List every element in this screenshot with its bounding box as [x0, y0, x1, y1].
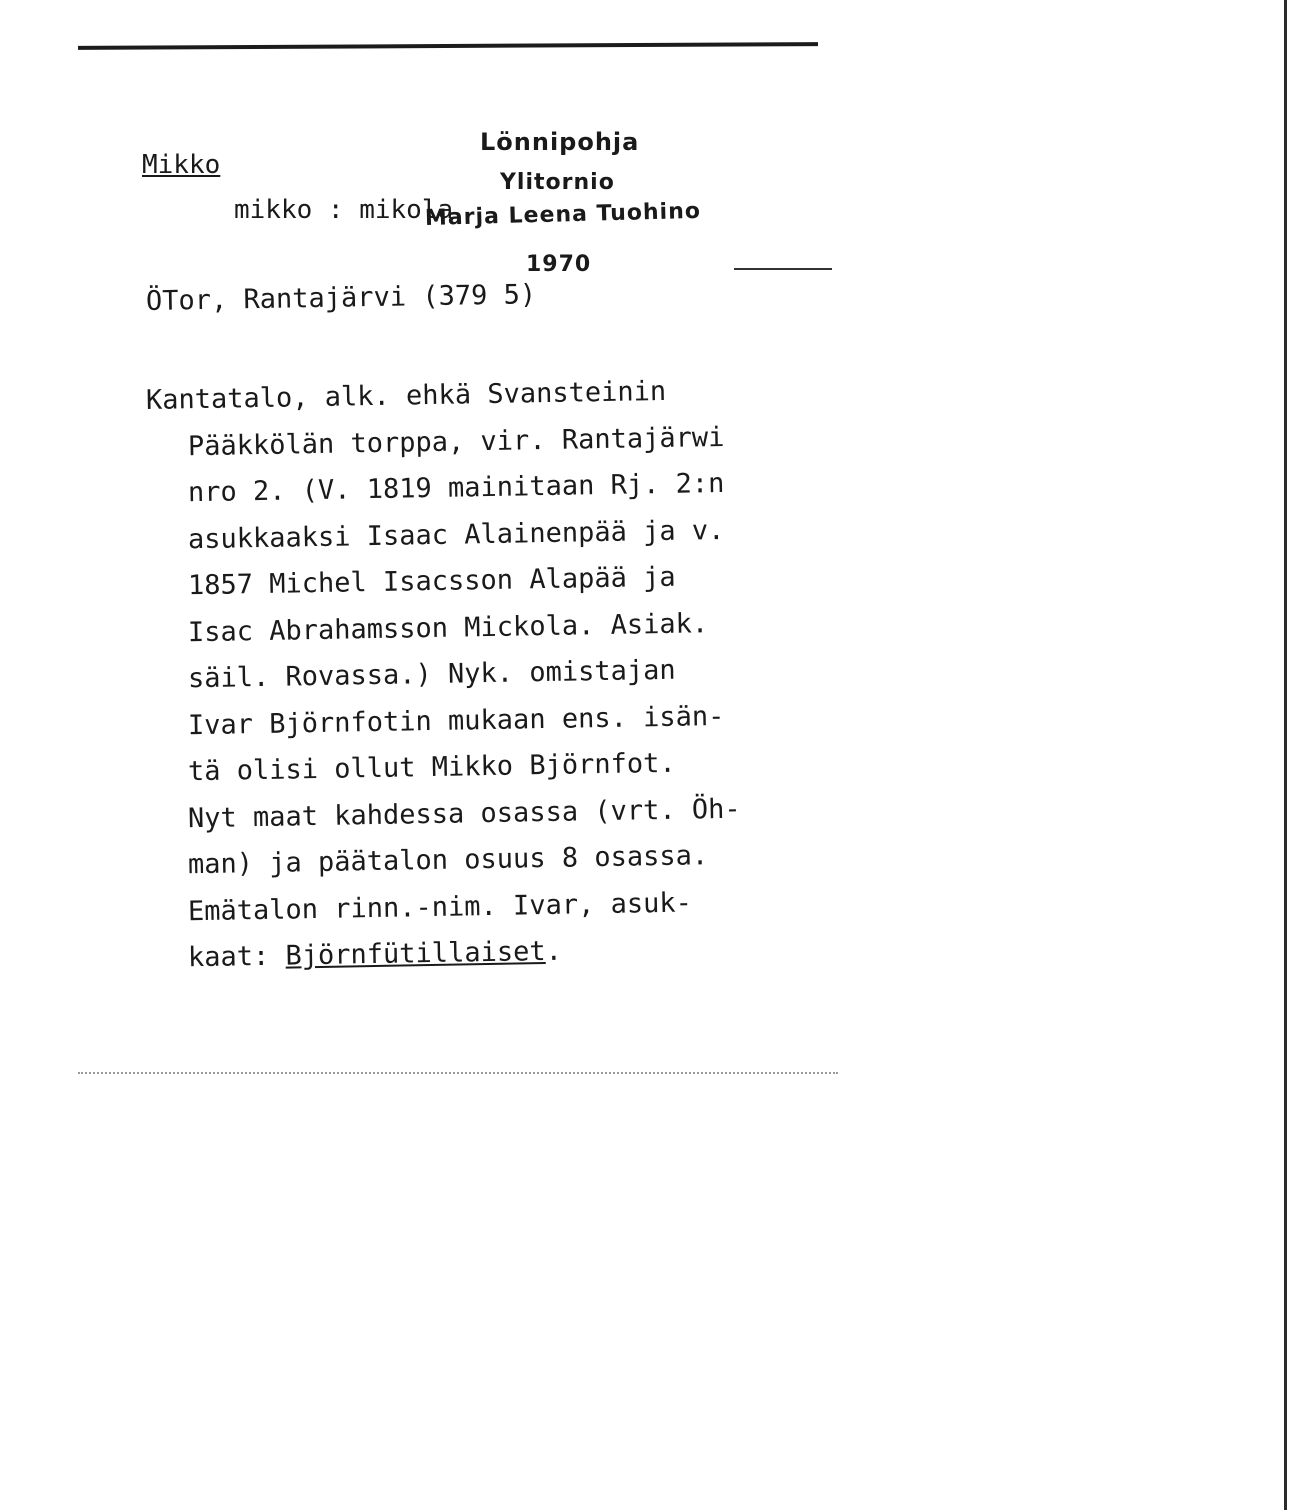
body-line: man) ja päätalon osuus 8 osassa.: [187, 840, 709, 881]
body-line: Nyt maat kahdessa osassa (vrt. Öh-: [187, 793, 741, 834]
body-line: 1857 Michel Isacsson Alapää ja: [187, 561, 676, 602]
stamp-parish: Lönnipohja: [480, 128, 640, 156]
last-line-suffix: .: [545, 935, 563, 968]
body-line: Kantatalo, alk. ehkä Svansteinin: [145, 375, 667, 416]
body-line: nro 2. (V. 1819 mainitaan Rj. 2:n: [187, 467, 725, 509]
right-edge-rule: [1284, 0, 1287, 1510]
inhabitants-name: Björnfütillaiset: [285, 936, 546, 972]
body-line: Isac Abrahamsson Mickola. Asiak.: [187, 607, 709, 648]
body-line: tä olisi ollut Mikko Björnfot.: [187, 747, 676, 788]
stamp-year: 1970: [526, 252, 592, 277]
top-rule: [78, 42, 818, 50]
body-line: asukkaaksi Isaac Alainenpää ja v.: [187, 514, 725, 555]
dash-rule: [734, 268, 832, 270]
headword: Mikko: [142, 150, 221, 180]
stamp-collector: Marja Leena Tuohino: [424, 198, 702, 231]
place-reference: ÖTor, Rantajärvi (379 5): [145, 279, 537, 317]
card-body: [145, 375, 846, 983]
body-line: Ivar Björnfotin mukaan ens. isän-: [187, 700, 725, 741]
etymology: mikko : mikola: [234, 195, 454, 225]
body-line: Emätalon rinn.-nim. Ivar, asuk-: [187, 886, 693, 927]
last-line-prefix: kaat:: [187, 940, 286, 974]
stamp-municipality: Ylitornio: [500, 170, 615, 195]
body-line: Pääkkölän torppa, vir. Rantajärwi: [187, 421, 725, 462]
body-line: säil. Rovassa.) Nyk. omistajan: [187, 654, 676, 695]
bottom-dotted-rule: [78, 1072, 838, 1074]
